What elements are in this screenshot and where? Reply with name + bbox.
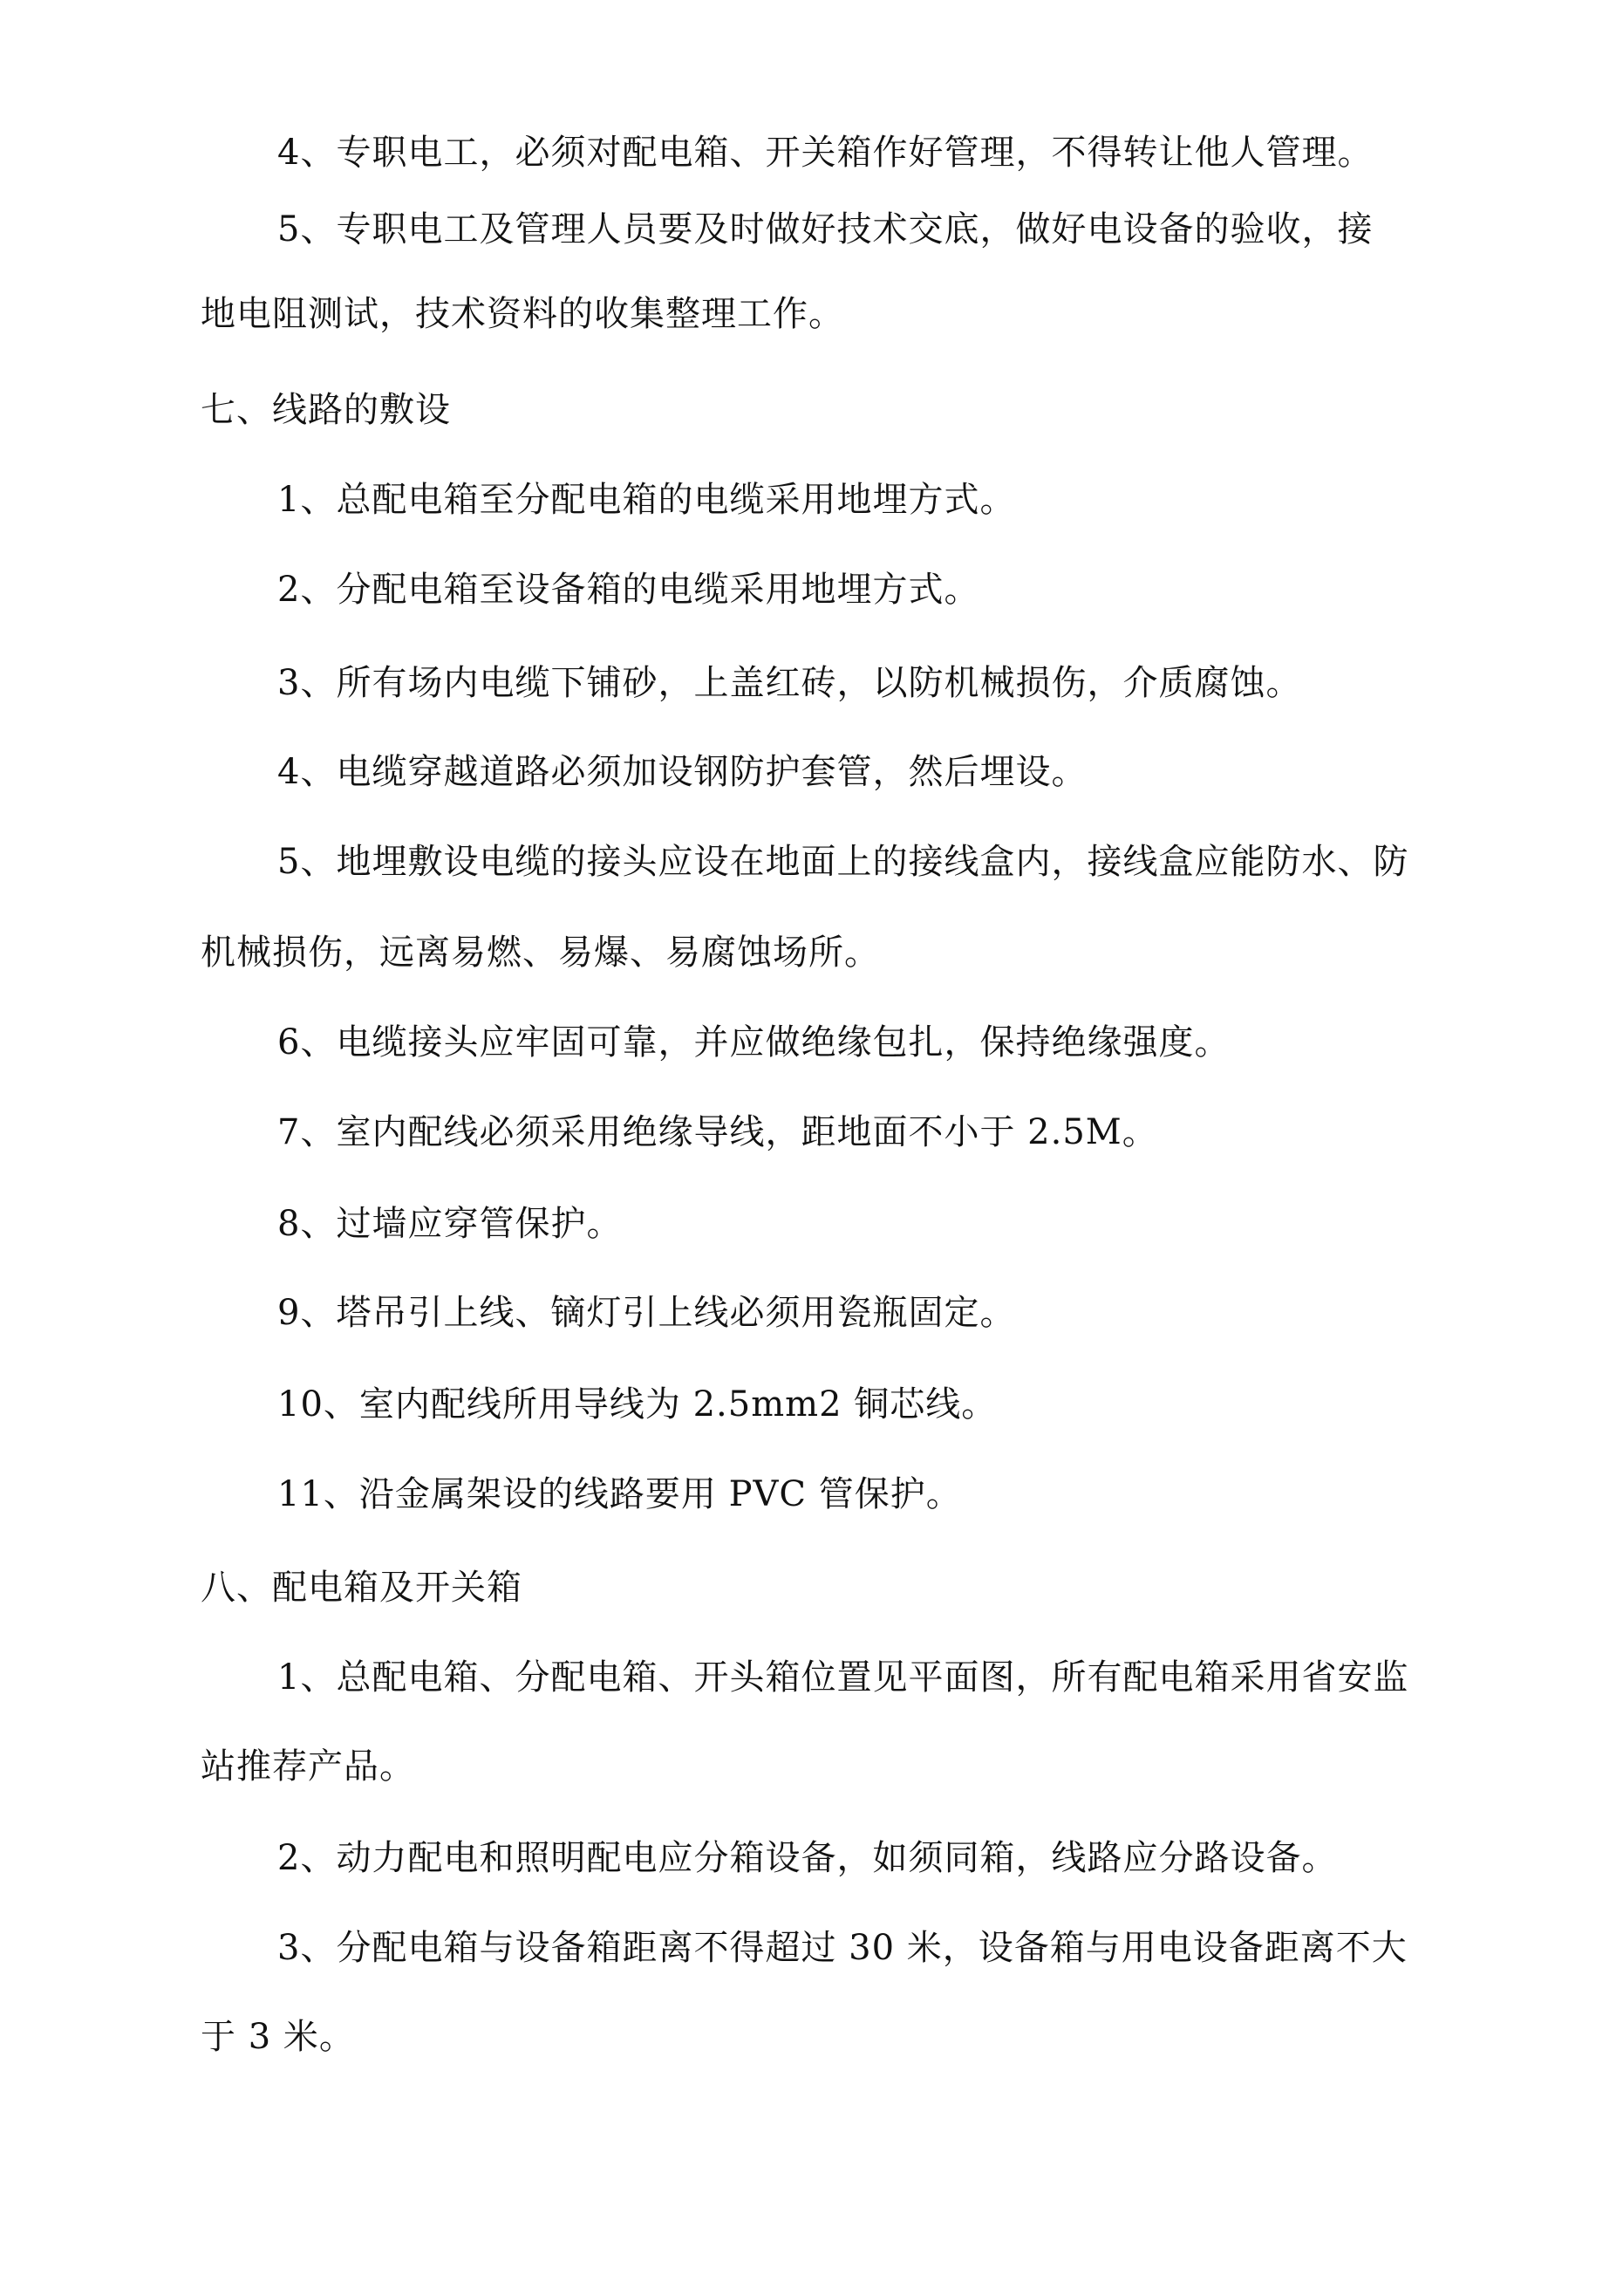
s7-item-10: 10、室内配线所用导线为 2.5mm2 铜芯线。 (277, 1384, 998, 1425)
s7-item-2: 2、分配电箱至设备箱的电缆采用地埋方式。 (277, 570, 980, 610)
s7-item-9: 9、塔吊引上线、镝灯引上线必须用瓷瓶固定。 (277, 1293, 1016, 1333)
s7-item-3: 3、所有场内电缆下铺砂，上盖红砖，以防机械损伤，介质腐蚀。 (277, 663, 1302, 703)
s8-item-1-continuation: 站推荐产品。 (201, 1746, 415, 1787)
s7-item-11: 11、沿金属架设的线路要用 PVC 管保护。 (277, 1474, 962, 1514)
s7-item-6: 6、电缆接头应牢固可靠，并应做绝缘包扎，保持绝缘强度。 (277, 1022, 1231, 1063)
s8-item-3-continuation: 于 3 米。 (201, 2017, 355, 2057)
item-4-electrician-management: 4、专职电工，必须对配电箱、开关箱作好管理，不得转让他人管理。 (277, 133, 1374, 173)
s7-item-5: 5、地埋敷设电缆的接头应设在地面上的接线盒内，接线盒应能防水、防 (277, 842, 1409, 882)
s8-item-3: 3、分配电箱与设备箱距离不得超过 30 米，设备箱与用电设备距离不大 (277, 1928, 1408, 1968)
s8-item-1: 1、总配电箱、分配电箱、开头箱位置见平面图，所有配电箱采用省安监 (277, 1657, 1409, 1698)
section-7-heading: 七、线路的敷设 (201, 390, 451, 430)
section-8-heading: 八、配电箱及开关箱 (201, 1568, 522, 1608)
s7-item-5-continuation: 机械损伤，远离易燃、易爆、易腐蚀场所。 (201, 933, 880, 973)
s8-item-2: 2、动力配电和照明配电应分箱设备，如须同箱，线路应分路设备。 (277, 1838, 1338, 1878)
item-5-technical-briefing: 5、专职电工及管理人员要及时做好技术交底，做好电设备的验收，接 (277, 209, 1374, 249)
s7-item-4: 4、电缆穿越道路必须加设钢防护套管，然后埋设。 (277, 752, 1088, 792)
s7-item-7: 7、室内配线必须采用绝缘导线，距地面不小于 2.5M。 (277, 1112, 1158, 1152)
s7-item-8: 8、过墙应穿管保护。 (277, 1204, 623, 1244)
s7-item-1: 1、总配电箱至分配电箱的电缆采用地埋方式。 (277, 480, 1016, 520)
item-5-continuation: 地电阻测试，技术资料的收集整理工作。 (201, 294, 844, 334)
